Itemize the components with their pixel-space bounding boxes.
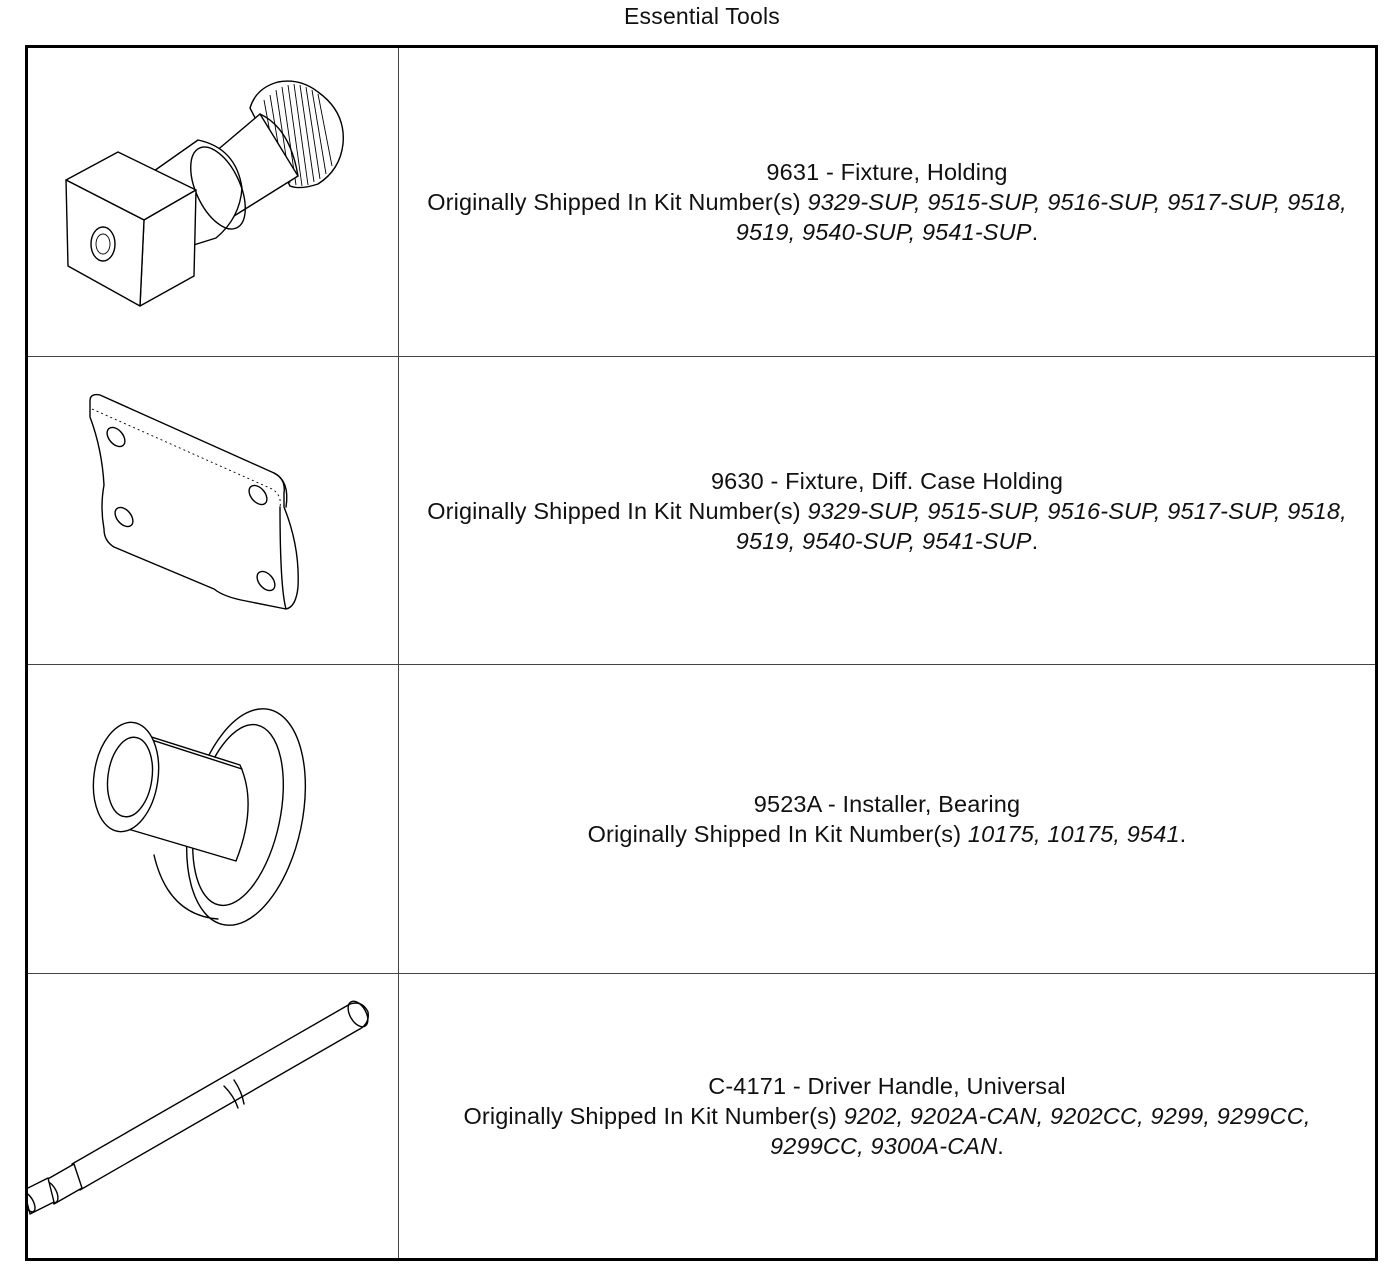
tool-title: 9523A - Installer, Bearing	[753, 791, 1021, 817]
tool-kit-line	[417, 496, 1357, 556]
kit-numbers: 10175, 10175, 9541	[967, 821, 1180, 847]
kit-suffix: .	[1179, 821, 1187, 847]
kit-numbers: 9329-SUP, 9515-SUP, 9516-SUP, 9517-SUP, 9518, 9519, 9540-SUP, 9541-SUP	[735, 189, 1347, 245]
tool-description-cell	[399, 48, 1375, 356]
tool-title: 9631 - Fixture, Holding	[766, 159, 1008, 185]
kit-numbers: 9329-SUP, 9515-SUP, 9516-SUP, 9517-SUP, 9518, 9519, 9540-SUP, 9541-SUP	[735, 497, 1347, 554]
tool-description	[417, 466, 1357, 556]
bearing-installer-icon	[28, 665, 398, 974]
document-title: Essential Tools	[624, 3, 780, 29]
tool-title: C-4171 - Driver Handle, Universal	[708, 1073, 1066, 1099]
kit-prefix: Originally Shipped In Kit Number(s)	[427, 189, 808, 215]
tool-title: 9630 - Fixture, Diff. Case Holding	[710, 467, 1064, 494]
tool-description	[417, 1071, 1357, 1161]
tool-row	[28, 357, 1375, 665]
diff-case-plate-icon	[28, 357, 398, 665]
tool-kit-line	[417, 819, 1357, 849]
kit-suffix: .	[1031, 527, 1039, 554]
tool-description-cell	[399, 665, 1375, 973]
tool-description-cell	[399, 974, 1375, 1258]
tool-description	[417, 789, 1357, 849]
kit-suffix: .	[997, 1133, 1004, 1159]
driver-handle-icon	[28, 974, 398, 1258]
tool-row	[28, 974, 1375, 1258]
kit-prefix: Originally Shipped In Kit Number(s)	[463, 1103, 844, 1129]
kit-prefix: Originally Shipped In Kit Number(s)	[427, 497, 808, 524]
tool-image-cell	[28, 357, 399, 664]
tool-description-cell	[399, 357, 1375, 664]
tool-image-cell	[28, 48, 399, 356]
kit-numbers: 9202, 9202A-CAN, 9202CC, 9299, 9299CC, 9299CC, 9300A-CAN	[770, 1103, 1311, 1159]
tool-description	[417, 157, 1357, 247]
tool-row	[28, 48, 1375, 357]
kit-suffix: .	[1031, 219, 1039, 245]
tool-image-cell	[28, 665, 399, 973]
holding-fixture-icon	[28, 48, 398, 357]
tool-kit-line	[417, 187, 1357, 247]
tool-row	[28, 665, 1375, 974]
tool-kit-line	[417, 1101, 1357, 1161]
kit-prefix: Originally Shipped In Kit Number(s)	[587, 821, 968, 847]
essential-tools-table	[25, 45, 1378, 1261]
tool-image-cell	[28, 974, 399, 1258]
